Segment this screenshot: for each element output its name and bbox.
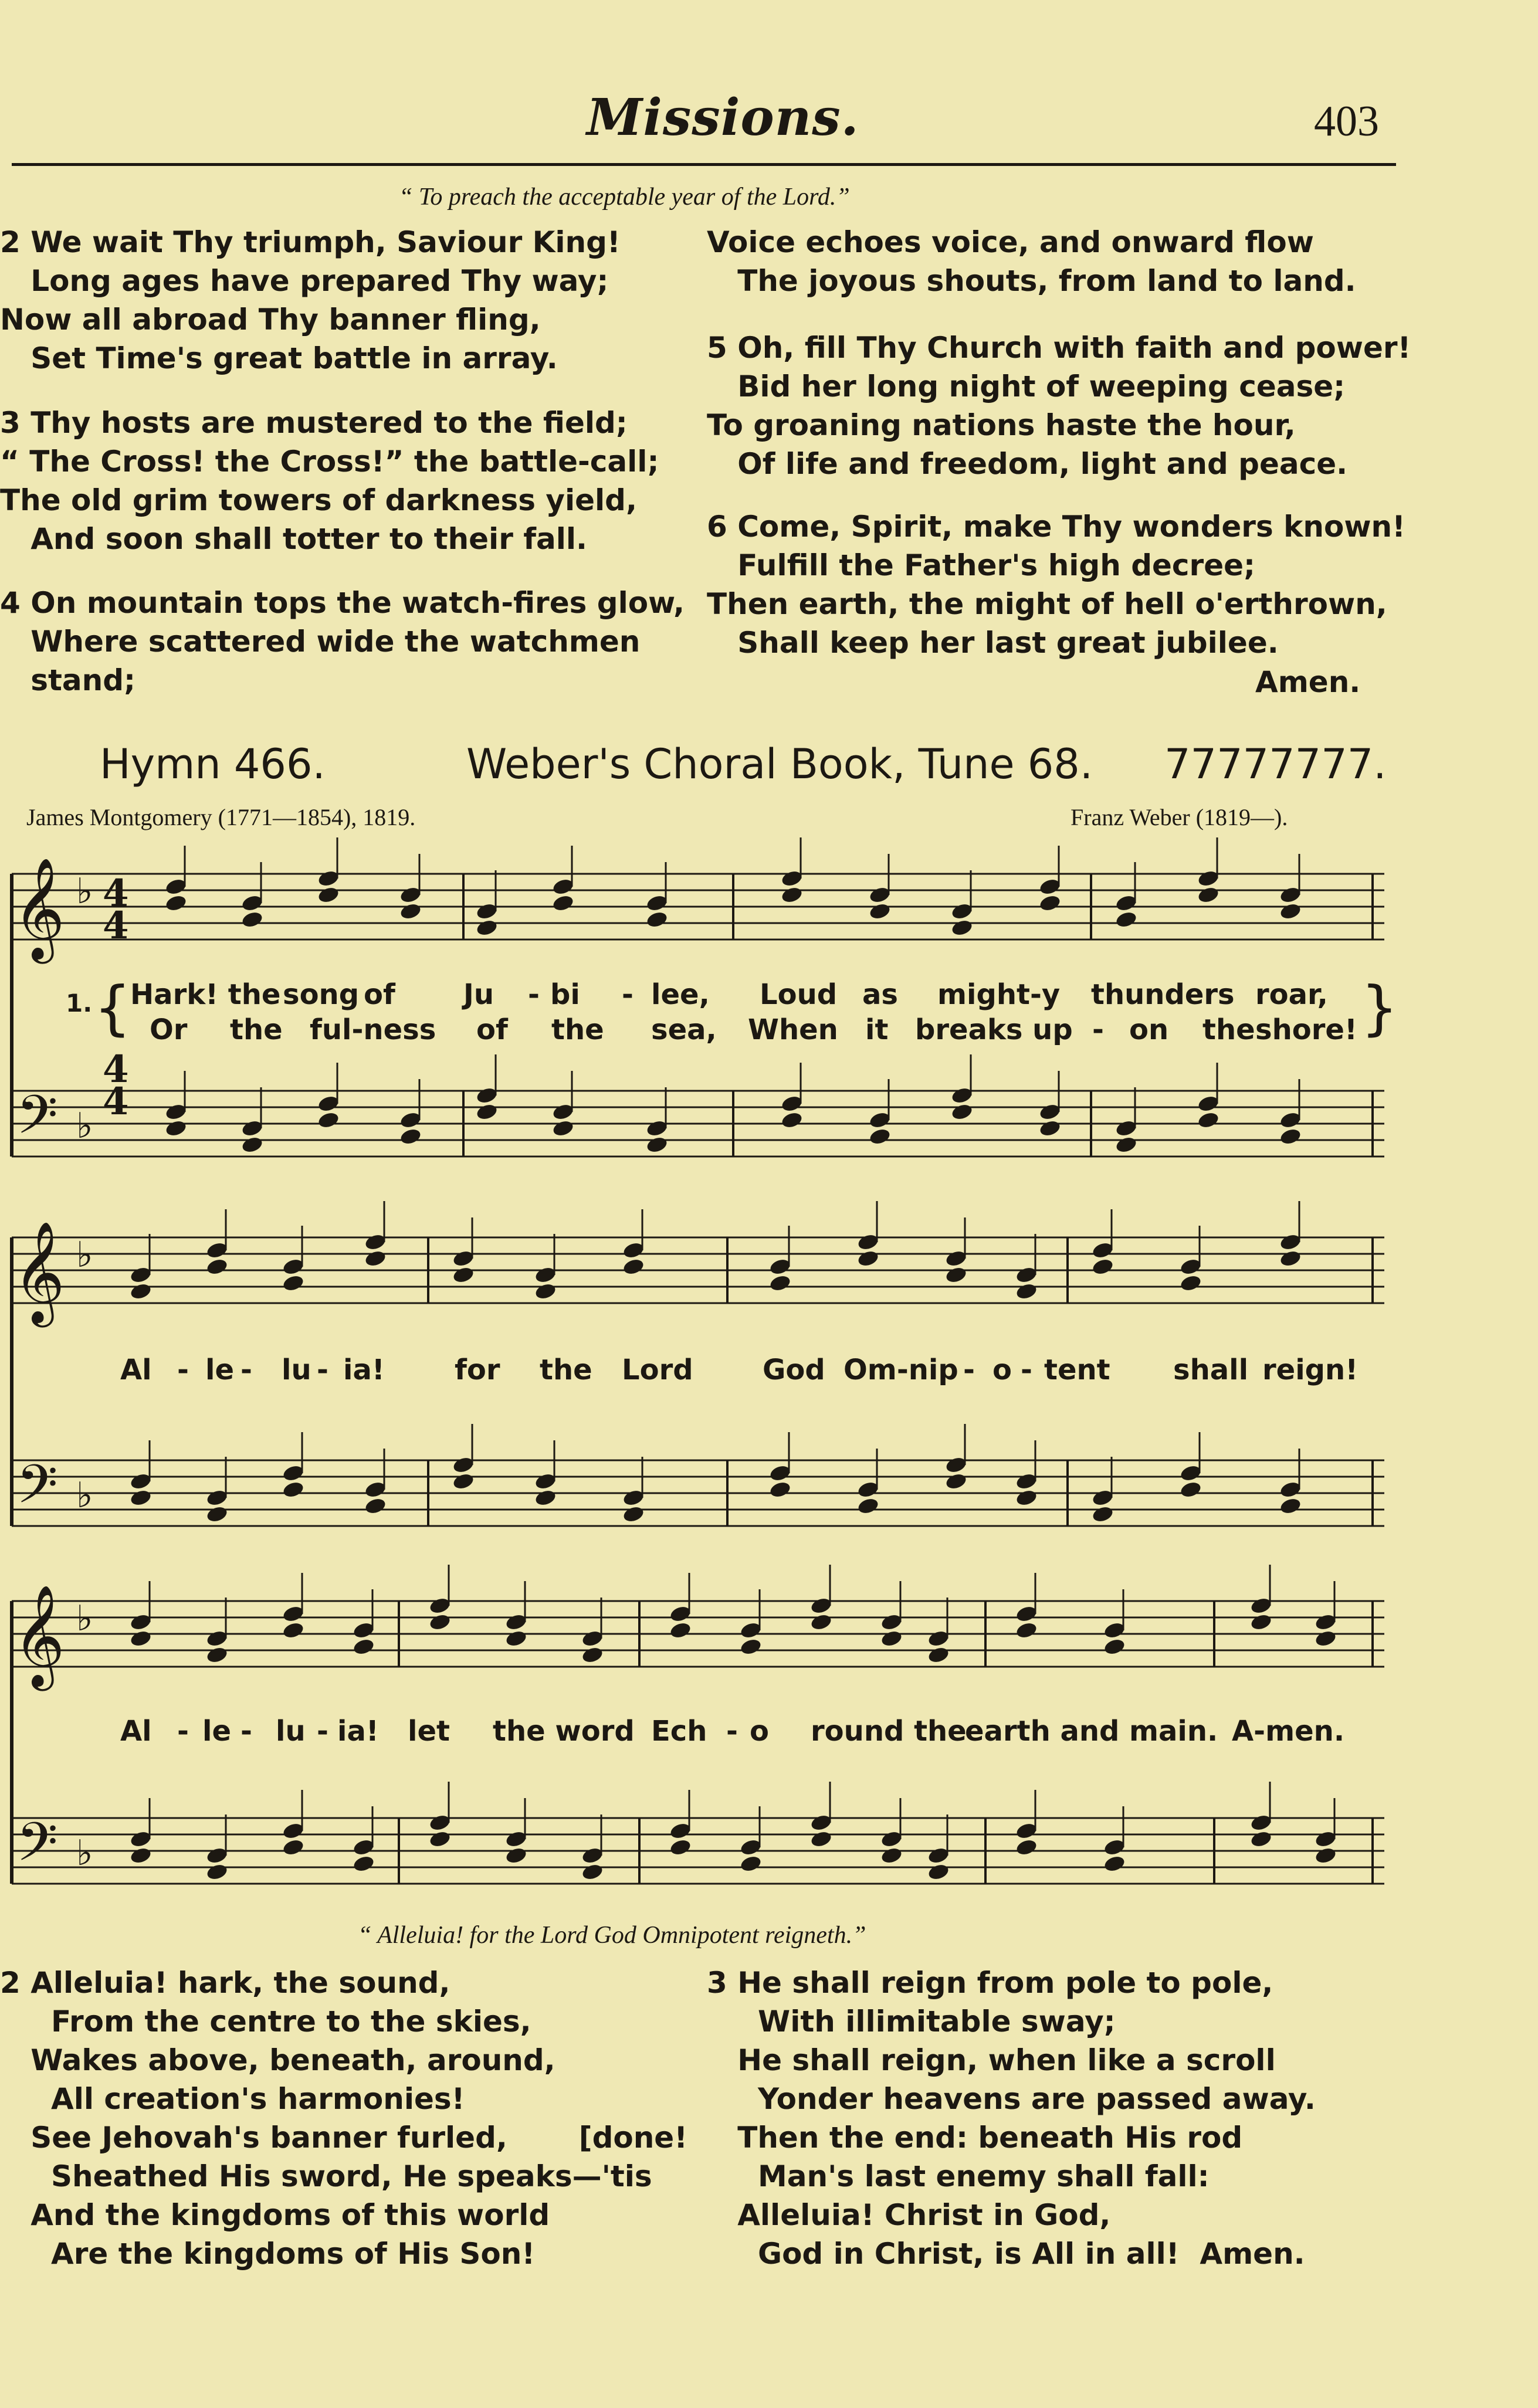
- lyric-row2-syllable: -: [317, 1354, 328, 1386]
- lyric-row3-syllable: lu: [276, 1715, 306, 1748]
- time-signature-bass-bottom: 4: [103, 1080, 129, 1124]
- system-3-treble-note: [739, 1637, 762, 1656]
- lyric-row2-syllable: ia!: [343, 1354, 385, 1386]
- system-3-bass-note: [1015, 1838, 1038, 1857]
- lyric-row3-syllable: -: [240, 1715, 252, 1748]
- system-3-treble-note: [1103, 1637, 1126, 1656]
- verse-3-bottom: 3 He shall reign from pole to pole, With illimitable sway; He shall reign, when like a scroll Yonder heavens are passed away. Then the end: beneath His rod Man's last enemy shall fall: Alleluia! Christ in God, God in Christ, is All in all! Amen.: [707, 1966, 1316, 2271]
- system-3-treble-note: [1015, 1621, 1038, 1640]
- verse-number-1: 1.: [66, 989, 93, 1018]
- lyric-row2-syllable: God: [763, 1354, 825, 1386]
- system-3-key-flat-bass: ♭: [76, 1833, 93, 1874]
- lyric-row2-syllable: -: [177, 1354, 189, 1386]
- system-1-bass-note: [780, 1111, 803, 1130]
- system-2-bass-note: [129, 1488, 152, 1507]
- lyric-row2-syllable: o: [992, 1354, 1012, 1386]
- verse-5-top: 5 Oh, fill Thy Church with faith and power! Bid her long night of weeping cease; To groaning nations haste the hour, Of life and freedom, light and peace.: [707, 331, 1411, 481]
- lyric-row1-line1-syllable: lee,: [651, 978, 710, 1011]
- lyric-row3-syllable: -: [317, 1715, 328, 1748]
- lyric-row2-syllable: -: [240, 1354, 252, 1386]
- lyric-row3-syllable: Ech: [651, 1715, 707, 1748]
- time-signature-bass-top: 4: [103, 1047, 129, 1091]
- lyric-row1-line2-syllable: ful-ness: [310, 1013, 436, 1046]
- amen-top: Amen.: [1255, 665, 1361, 699]
- system-2-bass-note: [1179, 1480, 1202, 1499]
- system-1-treble-note: [1114, 910, 1137, 929]
- system-1-bass-note: [164, 1119, 187, 1138]
- lyric-row1-line2-syllable: Or: [150, 1013, 188, 1046]
- lyric-row2-syllable: Om-nip: [843, 1354, 958, 1386]
- system-3-bass-note: [1103, 1854, 1126, 1873]
- system-3-treble-note: [927, 1646, 950, 1664]
- system-2-bass-note: [768, 1480, 791, 1499]
- verse-6-top: 6 Come, Spirit, make Thy wonders known! Fulfill the Father's high decree; Then earth, the might of hell o'erthrown, Shall keep her last great jubilee.: [707, 510, 1405, 660]
- system-3-bass-note: [1314, 1846, 1337, 1865]
- system-1-bass-note: [1114, 1135, 1137, 1154]
- system-3-bass-note: [129, 1846, 152, 1865]
- system-3-treble-note: [428, 1613, 451, 1632]
- lyric-row2-syllable: shall: [1173, 1354, 1249, 1386]
- lyric-row1-line2-syllable: the: [1202, 1013, 1255, 1046]
- system-2-bass-note: [1091, 1505, 1114, 1524]
- system-3-bass-note: [880, 1846, 903, 1865]
- lyric-row3-syllable: round the: [811, 1715, 967, 1748]
- system-2-bass-clef: 𝄢: [16, 1453, 58, 1528]
- lyric-row1-line2-syllable: on: [1129, 1013, 1169, 1046]
- system-3-treble-note: [352, 1637, 375, 1656]
- system-1-bass-note: [1197, 1111, 1219, 1130]
- lyric-row3-syllable: Al: [120, 1715, 152, 1748]
- system-1-treble-note: [1279, 902, 1302, 921]
- system-1-bass-note: [645, 1135, 668, 1154]
- lyric-row1-line1-syllable: bi: [550, 978, 580, 1011]
- system-1-key-flat-treble: ♭: [76, 871, 93, 912]
- lyric-row3-syllable: o: [750, 1715, 769, 1748]
- system-1-bass-note: [317, 1111, 340, 1130]
- system-2-key-flat-treble: ♭: [76, 1234, 93, 1276]
- system-3-bass-note: [428, 1830, 451, 1849]
- system-2-treble-note: [1091, 1257, 1114, 1276]
- verse-3-top: 3 Thy hosts are mustered to the field; “ The Cross! the Cross!” the battle-call; The old grim towers of darkness yield, And soon shall totter to their fall.: [0, 406, 659, 556]
- system-2-treble-note: [856, 1249, 879, 1268]
- lyric-row3-syllable: -: [177, 1715, 189, 1748]
- system-3-bass-note: [352, 1854, 375, 1873]
- lyric-row2-syllable: for: [455, 1354, 500, 1386]
- lyric-row3-syllable: earth and: [965, 1715, 1120, 1748]
- system-2-bass-note: [1279, 1497, 1302, 1515]
- system-2-treble-note: [768, 1274, 791, 1293]
- system-3-treble-clef: 𝄞: [13, 1585, 65, 1687]
- lyric-row2-syllable: le: [205, 1354, 235, 1386]
- system-2-treble-note: [1015, 1282, 1038, 1301]
- system-3-treble-note: [1249, 1613, 1272, 1632]
- system-3-treble-note: [282, 1621, 304, 1640]
- system-1-treble-clef: 𝄞: [13, 857, 65, 959]
- lyric-row3-syllable: A-men.: [1232, 1715, 1345, 1748]
- verse-4-continued: Voice echoes voice, and onward flow The joyous shouts, from land to land.: [707, 225, 1356, 298]
- system-2-bass-note: [205, 1505, 228, 1524]
- lyric-row3-syllable: -: [726, 1715, 738, 1748]
- system-2-treble-note: [944, 1266, 967, 1284]
- epigraph-top: “ To preach the acceptable year of the Lord.”: [399, 184, 850, 211]
- lyric-row1-line1-syllable: Loud: [760, 978, 838, 1011]
- system-1-bass-note: [950, 1103, 973, 1121]
- verse-2-top: 2 We wait Thy triumph, Saviour King! Long ages have prepared Thy way; Now all abroad Thy banner fling, Set Time's great battle in array.: [0, 225, 621, 375]
- system-1-bass-note: [240, 1135, 263, 1154]
- lyric-row1-line1-syllable: roar,: [1255, 978, 1328, 1011]
- system-2-bass-note: [856, 1497, 879, 1515]
- system-3-bass-note: [205, 1863, 228, 1881]
- time-signature-top: 4: [103, 871, 129, 915]
- lyric-row2-syllable: -: [963, 1354, 975, 1386]
- system-1-bass-note: [868, 1127, 891, 1146]
- system-3-bass-note: [282, 1838, 304, 1857]
- system-3-treble-note: [504, 1629, 527, 1648]
- system-1-treble-note: [645, 910, 668, 929]
- system-2-bass-note: [622, 1505, 645, 1524]
- lyric-row2-syllable: tent: [1044, 1354, 1110, 1386]
- system-2-treble-note: [1279, 1249, 1302, 1268]
- system-1-bass-note: [399, 1127, 422, 1146]
- system-1-bass-note: [551, 1119, 574, 1138]
- lyric-row1-line2-syllable: the: [230, 1013, 283, 1046]
- lyric-row1-line1-syllable: -: [622, 978, 634, 1011]
- lyric-row3-syllable: let: [408, 1715, 450, 1748]
- system-2-treble-note: [534, 1282, 557, 1301]
- verse-4-top: 4 On mountain tops the watch-fires glow, Where scattered wide the watchmen stand;: [0, 586, 685, 697]
- system-1-treble-note: [240, 910, 263, 929]
- brace-right: }: [1361, 974, 1398, 1042]
- system-3-treble-note: [880, 1629, 903, 1648]
- lyric-row1-line1-syllable: Ju: [463, 978, 494, 1011]
- lyric-row2-syllable: lu: [282, 1354, 311, 1386]
- system-1-treble-note: [317, 886, 340, 904]
- lyric-row1-line2-syllable: the: [551, 1013, 604, 1046]
- system-2-bass-note: [1015, 1488, 1038, 1507]
- hymn-number: Hymn 466.: [100, 740, 326, 788]
- system-1-key-flat-bass: ♭: [76, 1105, 93, 1147]
- lyric-row1-line1-syllable: of: [364, 978, 395, 1011]
- tune-name: Weber's Choral Book, Tune 68.: [466, 740, 1093, 788]
- lyric-row1-line1-syllable: as: [862, 978, 898, 1011]
- lyric-row1-line1-syllable: -: [528, 978, 540, 1011]
- lyric-row1-line1-syllable: thunders: [1091, 978, 1235, 1011]
- system-1-treble-note: [1197, 886, 1219, 904]
- lyric-row1-line2-syllable: shore!: [1255, 1013, 1357, 1046]
- page-number: 403: [1314, 97, 1379, 145]
- system-3-bass-note: [809, 1830, 832, 1849]
- system-2-treble-note: [205, 1257, 228, 1276]
- lyric-row3-syllable: main.: [1129, 1715, 1218, 1748]
- lyric-row1-line2-syllable: it: [865, 1013, 889, 1046]
- lyric-row3-syllable: le: [202, 1715, 232, 1748]
- system-3-bass-note: [927, 1863, 950, 1881]
- system-3-bass-note: [669, 1838, 692, 1857]
- system-3-bass-note: [504, 1846, 527, 1865]
- lyric-row1-line2-syllable: sea,: [651, 1013, 717, 1046]
- system-2-treble-note: [129, 1282, 152, 1301]
- system-2-treble-note: [282, 1274, 304, 1293]
- system-3-treble-note: [129, 1629, 152, 1648]
- brace-left: {: [94, 974, 131, 1042]
- lyric-row1-line2-syllable: of: [476, 1013, 508, 1046]
- system-1-treble-note: [868, 902, 891, 921]
- lyric-row1-line2-syllable: When: [748, 1013, 838, 1046]
- lyric-row2-syllable: reign!: [1262, 1354, 1359, 1386]
- system-1-bass-note: [475, 1103, 498, 1121]
- time-signature-bottom: 4: [103, 904, 129, 948]
- system-3-treble-note: [205, 1646, 228, 1664]
- system-3-treble-note: [1314, 1629, 1337, 1648]
- system-1-treble-note: [551, 894, 574, 913]
- system-3-bass-note: [739, 1854, 762, 1873]
- lyric-row2-syllable: -: [1021, 1354, 1032, 1386]
- system-3-bass-note: [581, 1863, 604, 1881]
- system-1-treble-note: [164, 894, 187, 913]
- system-3-treble-note: [809, 1613, 832, 1632]
- lyric-row2-syllable: Lord: [622, 1354, 693, 1386]
- lyric-row1-line1-syllable: Hark! the: [130, 978, 281, 1011]
- system-3-bass-clef: 𝄢: [16, 1811, 58, 1886]
- system-1-bass-note: [1279, 1127, 1302, 1146]
- system-3-key-flat-treble: ♭: [76, 1598, 93, 1639]
- composer-credit: Franz Weber (1819—).: [1070, 804, 1288, 830]
- system-3-treble-note: [581, 1646, 604, 1664]
- system-2-key-flat-bass: ♭: [76, 1475, 93, 1516]
- system-2-bass-note: [282, 1480, 304, 1499]
- system-2-bass-note: [534, 1488, 557, 1507]
- lyric-row1-line2-syllable: -: [1092, 1013, 1104, 1046]
- lyric-row2-syllable: the: [540, 1354, 592, 1386]
- page-title: Missions.: [587, 88, 859, 147]
- epigraph-bottom: “ Alleluia! for the Lord God Omnipotent reigneth.”: [358, 1922, 866, 1949]
- system-3-treble-note: [669, 1621, 692, 1640]
- system-1-treble-note: [1038, 894, 1061, 913]
- system-3-bass-note: [1249, 1830, 1272, 1849]
- hymn-meter: 77777777.: [1164, 740, 1387, 788]
- lyric-row1-line1-syllable: might-y: [937, 978, 1061, 1011]
- lyric-row1-line1-syllable: song: [283, 978, 360, 1011]
- system-2-bass-note: [452, 1472, 475, 1491]
- lyric-row3-syllable: the word: [493, 1715, 635, 1748]
- system-1-bass-note: [1038, 1119, 1061, 1138]
- system-2-treble-note: [452, 1266, 475, 1284]
- verse-2-bottom: 2 Alleluia! hark, the sound, From the centre to the skies, Wakes above, beneath, around, All creation's harmonies! See Jehovah's banner furled, [done! Sheathed His sword, He speaks—'tis And the kingdoms of this world Are the kingdoms of His Son!: [0, 1966, 688, 2271]
- lyric-row1-line2-syllable: breaks up: [915, 1013, 1073, 1046]
- system-2-treble-note: [364, 1249, 387, 1268]
- system-1-treble-note: [950, 918, 973, 937]
- author-credit: James Montgomery (1771—1854), 1819.: [26, 804, 416, 830]
- system-1-treble-note: [399, 902, 422, 921]
- system-1-bass-clef: 𝄢: [16, 1084, 58, 1159]
- system-1-treble-note: [475, 918, 498, 937]
- system-2-treble-note: [622, 1257, 645, 1276]
- lyric-row2-syllable: Al: [120, 1354, 152, 1386]
- system-2-treble-clef: 𝄞: [13, 1221, 65, 1323]
- lyric-row3-syllable: ia!: [337, 1715, 379, 1748]
- system-1-treble-note: [780, 886, 803, 904]
- system-2-bass-note: [364, 1497, 387, 1515]
- system-2-treble-note: [1179, 1274, 1202, 1293]
- system-2-bass-note: [944, 1472, 967, 1491]
